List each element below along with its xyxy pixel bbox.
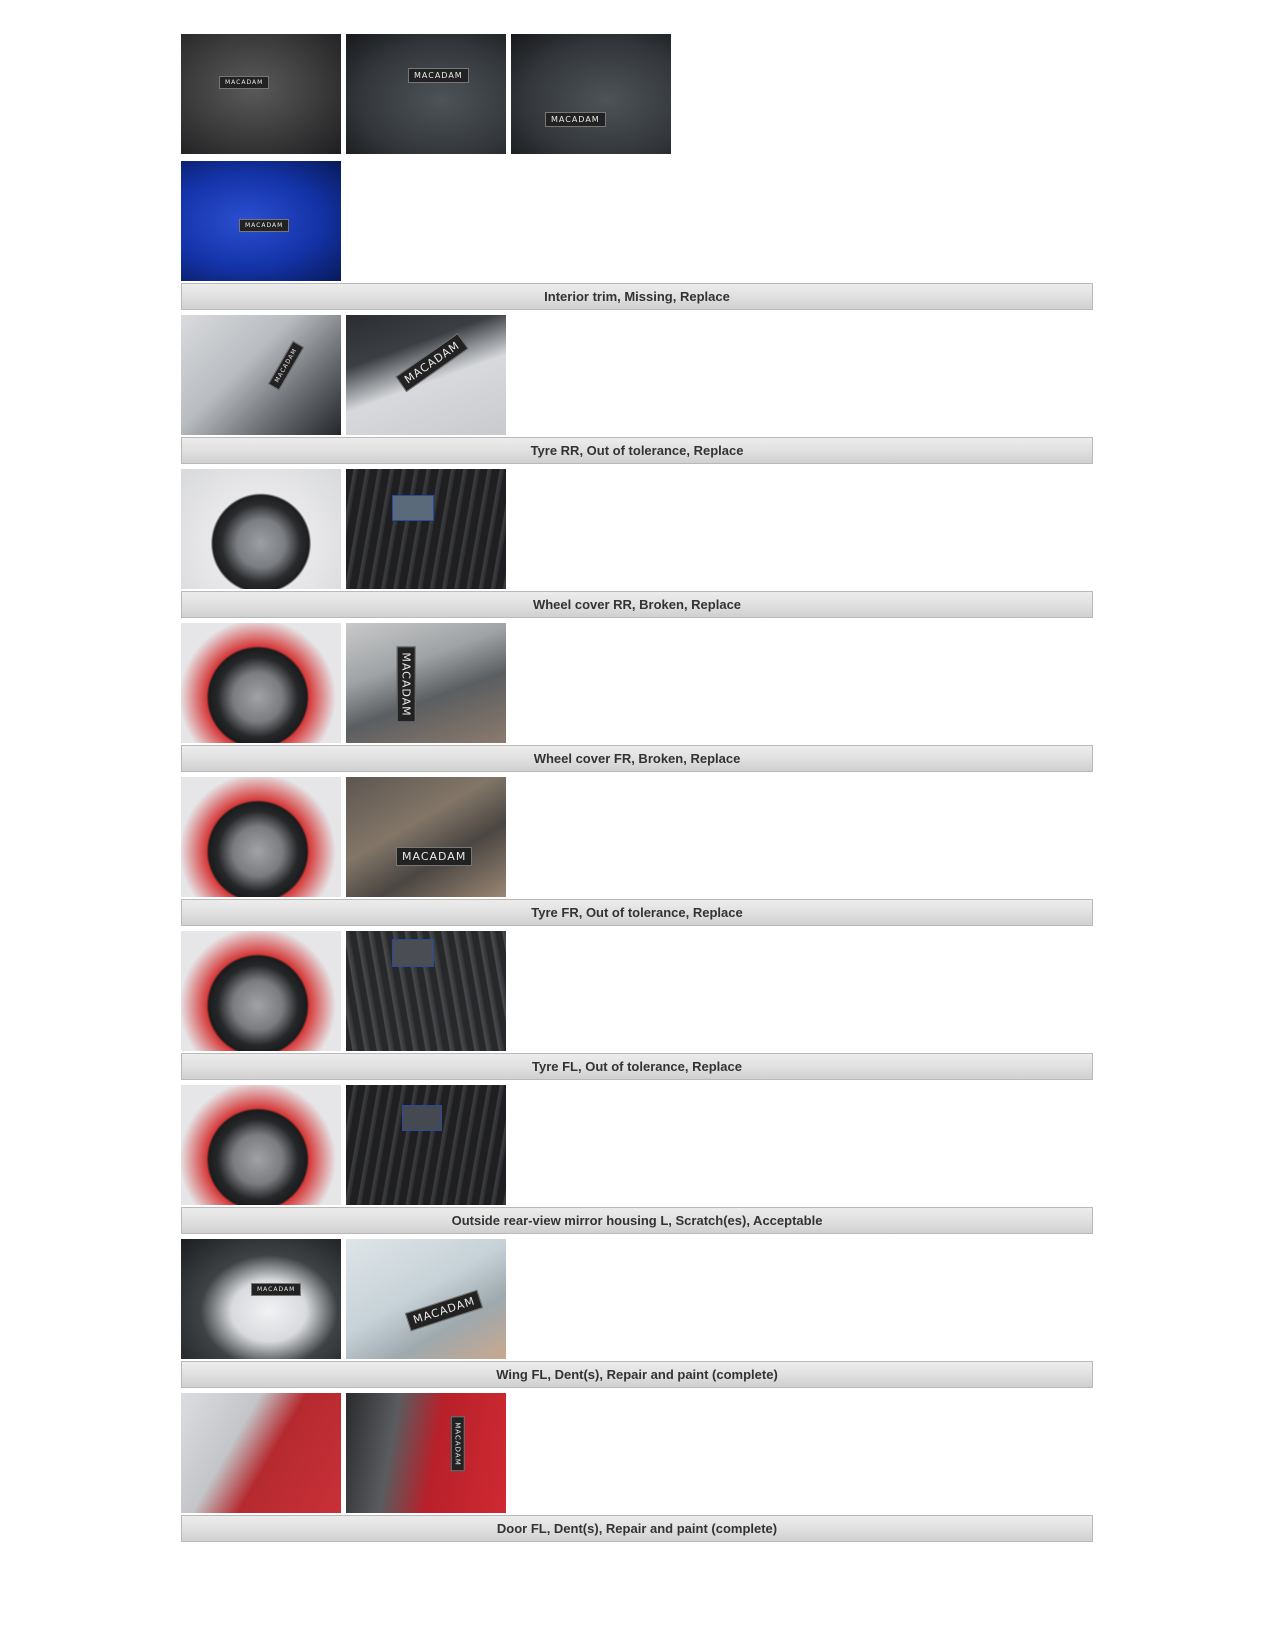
photo-seat[interactable]: MACADAM xyxy=(511,34,671,154)
photo-row xyxy=(181,777,1093,897)
photo-row xyxy=(181,469,1093,589)
photo-wheel[interactable] xyxy=(181,1085,341,1205)
photo-tread-gauge[interactable] xyxy=(346,469,506,589)
section-header: Tyre FL, Out of tolerance, Replace xyxy=(181,1053,1093,1080)
photo-row xyxy=(181,1085,1093,1205)
photo-mirror[interactable]: MACADAM xyxy=(181,1239,341,1359)
photo-interior-trim[interactable]: MACADAM xyxy=(181,315,341,435)
section-header: Interior trim, Missing, Replace xyxy=(181,283,1093,310)
photo-interior-trim[interactable]: MACADAM xyxy=(346,315,506,435)
section-header: Door FL, Dent(s), Repair and paint (complete) xyxy=(181,1515,1093,1542)
photo-wheel[interactable] xyxy=(181,469,341,589)
section-header: Wheel cover FR, Broken, Replace xyxy=(181,745,1093,772)
section-header: Outside rear-view mirror housing L, Scratch(es), Acceptable xyxy=(181,1207,1093,1234)
photo-row xyxy=(181,34,1093,154)
photo-tread-gauge[interactable] xyxy=(346,1085,506,1205)
photo-wheel-cover-detail[interactable]: MACADAM xyxy=(346,623,506,743)
damage-report-sheet xyxy=(181,34,1093,1547)
photo-wheel-cover-detail[interactable]: MACADAM xyxy=(346,777,506,897)
photo-wing-detail[interactable]: MACADAM xyxy=(346,1393,506,1513)
photo-seat[interactable]: MACADAM xyxy=(346,34,506,154)
photo-row xyxy=(181,1239,1093,1359)
photo-row xyxy=(181,931,1093,1051)
photo-row xyxy=(181,623,1093,743)
photo-tread-gauge[interactable] xyxy=(346,931,506,1051)
photo-wheel[interactable] xyxy=(181,777,341,897)
photo-seat-dark[interactable]: MACADAM xyxy=(181,161,341,281)
section-header: Tyre RR, Out of tolerance, Replace xyxy=(181,437,1093,464)
photo-wing[interactable] xyxy=(181,1393,341,1513)
photo-wheel[interactable] xyxy=(181,623,341,743)
section-header: Wing FL, Dent(s), Repair and paint (complete) xyxy=(181,1361,1093,1388)
photo-wheel[interactable] xyxy=(181,931,341,1051)
photo-mirror-detail[interactable]: MACADAM xyxy=(346,1239,506,1359)
section-header: Tyre FR, Out of tolerance, Replace xyxy=(181,899,1093,926)
photo-row xyxy=(181,315,1093,435)
photo-seat[interactable]: MACADAM xyxy=(181,34,341,154)
photo-row xyxy=(181,1393,1093,1513)
section-header: Wheel cover RR, Broken, Replace xyxy=(181,591,1093,618)
photo-row xyxy=(181,161,1093,281)
